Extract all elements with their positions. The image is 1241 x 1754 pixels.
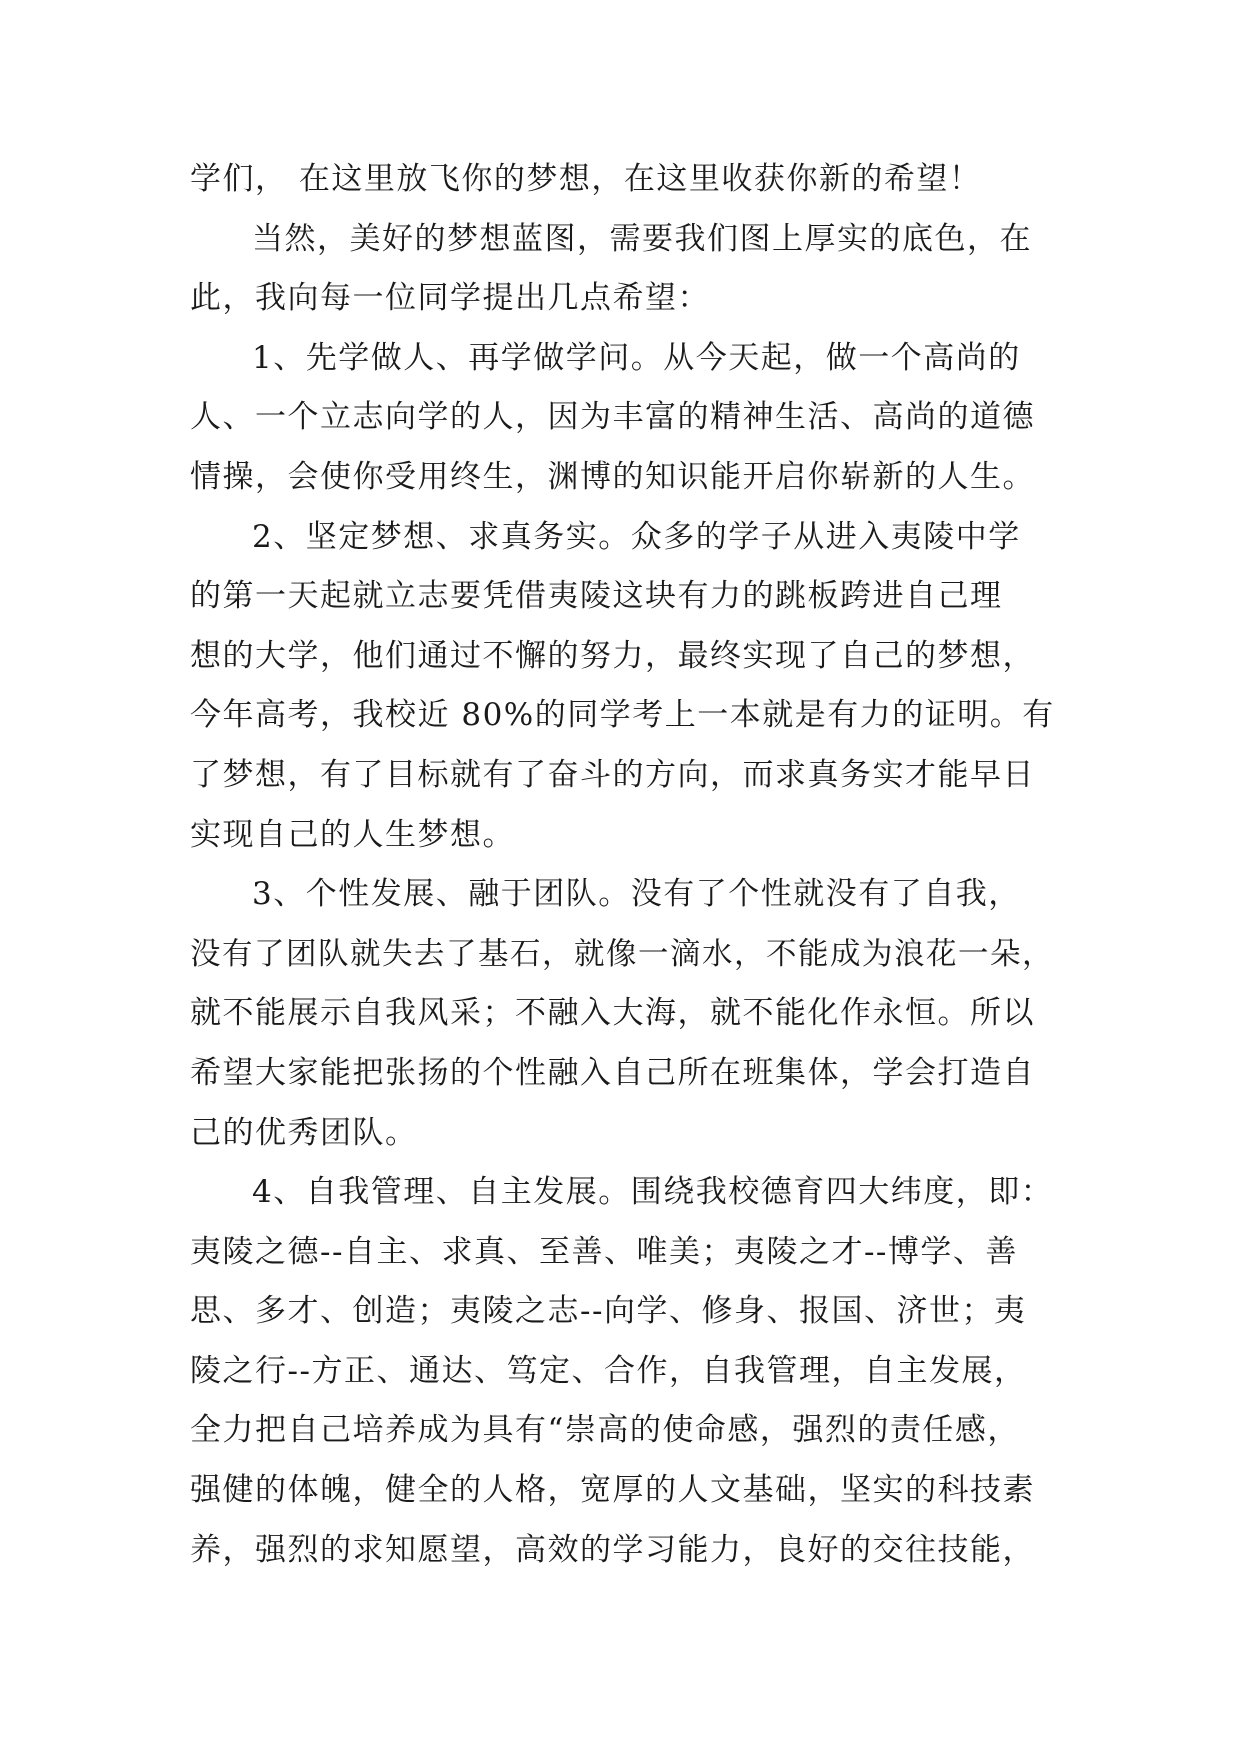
text-line: 养，强烈的求知愿望，高效的学习能力，良好的交往技能， xyxy=(190,1531,1035,1568)
text-line: 实现自己的人生梦想。 xyxy=(190,816,515,853)
text-line: 今年高考，我校近 80%的同学考上一本就是有力的证明。有 xyxy=(190,697,1055,734)
text-line: 全力把自己培养成为具有“崇高的使命感，强烈的责任感， xyxy=(190,1412,1020,1449)
text-line: 强健的体魄，健全的人格，宽厚的人文基础，坚实的科技素 xyxy=(190,1472,1035,1509)
text-line: 没有了团队就失去了基石，就像一滴水，不能成为浪花一朵， xyxy=(190,936,1054,972)
text-line: 此，我向每一位同学提出几点希望： xyxy=(190,280,710,317)
text-line: 了梦想，有了目标就有了奋斗的方向，而求真务实才能早日 xyxy=(190,756,1035,793)
text-line: 情操，会使你受用终生，渊博的知识能开启你崭新的人生。 xyxy=(190,458,1035,495)
text-line: 思、多才、创造；夷陵之志--向学、修身、报国、济世；夷 xyxy=(190,1293,1027,1330)
document-body xyxy=(190,150,1060,1580)
text-line: 1、先学做人、再学做学问。从今天起，做一个高尚的 xyxy=(252,339,1021,376)
text-line: 2、坚定梦想、求真务实。众多的学子从进入夷陵中学 xyxy=(252,518,1021,555)
text-line: 学们， 在这里放飞你的梦想，在这里收获你新的希望！ xyxy=(190,161,982,197)
text-line: 陵之行--方正、通达、笃定、合作，自我管理，自主发展， xyxy=(190,1352,1027,1389)
text-line: 想的大学，他们通过不懈的努力，最终实现了自己的梦想， xyxy=(190,637,1035,674)
text-line: 3、个性发展、融于团队。没有了个性就没有了自我， xyxy=(252,876,1021,913)
text-line: 人、一个立志向学的人，因为丰富的精神生活、高尚的道德 xyxy=(190,399,1035,436)
text-line: 就不能展示自我风采；不融入大海，就不能化作永恒。所以 xyxy=(190,995,1035,1032)
text-line: 希望大家能把张扬的个性融入自己所在班集体，学会打造自 xyxy=(190,1054,1035,1091)
text-line: 夷陵之德--自主、求真、至善、唯美；夷陵之才--博学、善 xyxy=(190,1233,1018,1270)
text-line: 当然，美好的梦想蓝图，需要我们图上厚实的底色，在 xyxy=(252,220,1032,257)
text-line: 己的优秀团队。 xyxy=(190,1114,418,1151)
text-line: 4、自我管理、自主发展。围绕我校德育四大纬度，即： xyxy=(252,1174,1054,1211)
text-line: 的第一天起就立志要凭借夷陵这块有力的跳板跨进自己理 xyxy=(190,578,1003,615)
